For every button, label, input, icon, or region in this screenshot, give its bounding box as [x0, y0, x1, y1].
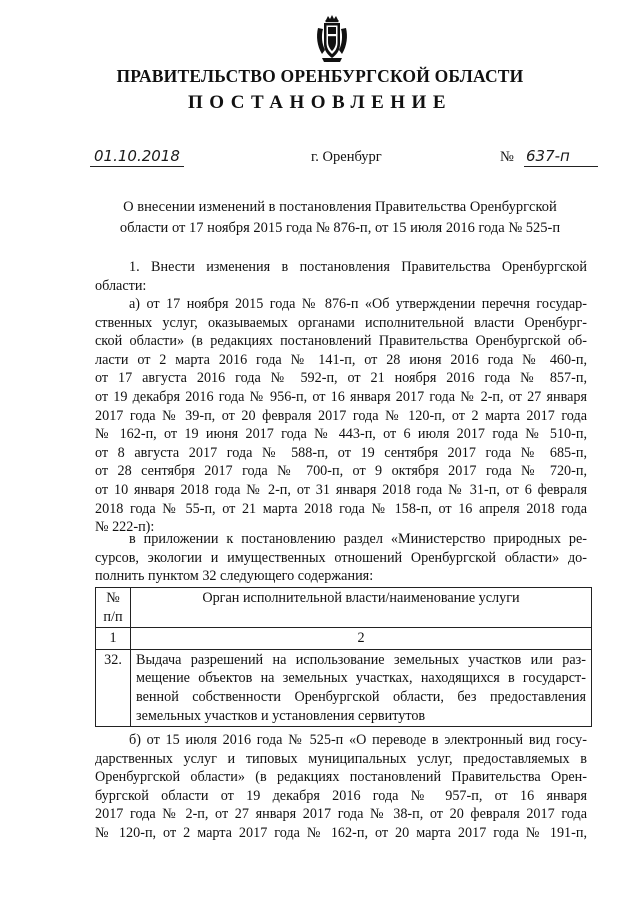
text-line: 2017 года № 2-п, от 27 января 2017 года № 38-п, от 20 февраля 2017 года	[95, 806, 587, 823]
text-line: Оренбургской области» (в редакциях постановлений Правительства Орен-	[95, 769, 587, 786]
text-line: венной собственности Оренбургской области, без предоставления	[136, 688, 586, 705]
text-line: от 8 августа 2017 года № 588-п, от 19 сентября 2017 года № 685-п,	[95, 444, 587, 461]
document-number: 637-п	[524, 147, 598, 167]
text-line: земельных участков и установления сервитутов	[136, 707, 426, 724]
text-line: бургской области от 19 декабря 2016 года № 957-п, от 16 января	[95, 787, 587, 804]
index-cell-1: 1	[96, 628, 131, 650]
text-line: 1. Внести изменения в постановления Правительства Оренбургской	[129, 259, 587, 275]
text-line: дарственных услуг и типовых муниципальных услуг, предоставляемых в	[95, 750, 587, 767]
text-line: 2017 года № 39-п, от 20 февраля 2017 года № 120-п, от 2 марта 2017 года	[95, 407, 587, 424]
text-line: а) от 17 ноября 2015 года № 876-п «Об утверждении перечня государ-	[129, 296, 587, 312]
document-city: г. Оренбург	[311, 149, 382, 165]
text-line: области:	[95, 277, 147, 294]
row-content-cell	[131, 649, 592, 726]
table-index-row	[96, 628, 592, 650]
text-line: от 28 сентября 2017 года № 700-п, от 9 октября 2017 года № 720-п,	[95, 463, 587, 480]
text-line: б) от 15 июля 2016 года № 525-п «О переводе в электронный вид госу-	[129, 732, 587, 748]
text-line: 2018 года № 55-п, от 21 марта 2018 года № 158-п, от 16 апреля 2018 года	[95, 500, 587, 517]
header-name-cell: Орган исполнительной власти/наименование услуги	[131, 588, 592, 628]
services-table	[95, 587, 592, 727]
point-b	[95, 731, 587, 843]
text-line: в приложении к постановлению раздел «Министерство природных ре-	[129, 531, 587, 547]
appendix-paragraph	[95, 530, 587, 586]
coat-of-arms-icon	[315, 14, 349, 64]
text-line: ственных услуг, оказываемых органами исполнительной власти Оренбург-	[95, 314, 587, 331]
point-a	[95, 295, 587, 537]
text-line: № 222-п):	[95, 519, 155, 536]
document-date: 01.10.2018	[90, 147, 184, 167]
document-number-label: №	[500, 149, 514, 165]
text-line: от 19 декабря 2016 года № 956-п, от 16 января 2017 года № 2-п, от 27 января	[95, 388, 587, 405]
text-line: ской области» (в редакциях постановлений Правительства Оренбургской об-	[95, 333, 587, 350]
table-row	[96, 649, 592, 726]
text-line: от 17 августа 2016 года № 592-п, от 21 ноября 2016 года № 857-п,	[95, 370, 587, 387]
text-line: от 10 января 2018 года № 2-п, от 31 января 2018 года № 31-п, от 6 февраля	[95, 481, 587, 498]
text-line: № 162-п, от 19 июня 2017 года № 443-п, от 6 июля 2017 года № 510-п,	[95, 426, 587, 443]
header-number-sub: п/п	[103, 608, 123, 625]
subject-line: области от 17 ноября 2015 года № 876-п, от 15 июля 2016 года № 525-п	[119, 220, 561, 236]
text-line: № 120-п, от 2 марта 2017 года № 162-п, от 20 марта 2017 года № 191-п,	[95, 824, 587, 841]
text-line: мещение объектов на земельных участках, находящихся в государст-	[136, 670, 586, 687]
government-title: ПРАВИТЕЛЬСТВО ОРЕНБУРГСКОЙ ОБЛАСТИ	[116, 66, 524, 86]
point-1	[95, 258, 587, 295]
header-number-cell	[96, 588, 131, 628]
row-number-cell: 32.	[96, 649, 131, 726]
text-line: Выдача разрешений на использование земельных участков или раз-	[136, 651, 586, 668]
document-subject	[100, 197, 580, 239]
text-line: полнить пунктом 32 следующего содержания:	[95, 568, 374, 585]
text-line: ласти от 2 марта 2016 года № 141-п, от 28 июня 2016 года № 460-п,	[95, 351, 587, 368]
table-header-row	[96, 588, 592, 628]
index-cell-2: 2	[131, 628, 592, 650]
header-number-label: №	[106, 590, 120, 606]
subject-line: О внесении изменений в постановления Правительства Оренбургской	[123, 199, 557, 215]
document-type-title: ПОСТАНОВЛЕНИЕ	[187, 92, 453, 113]
text-line: сурсов, экологии и имущественных отношений Оренбургской области» до-	[95, 549, 587, 566]
